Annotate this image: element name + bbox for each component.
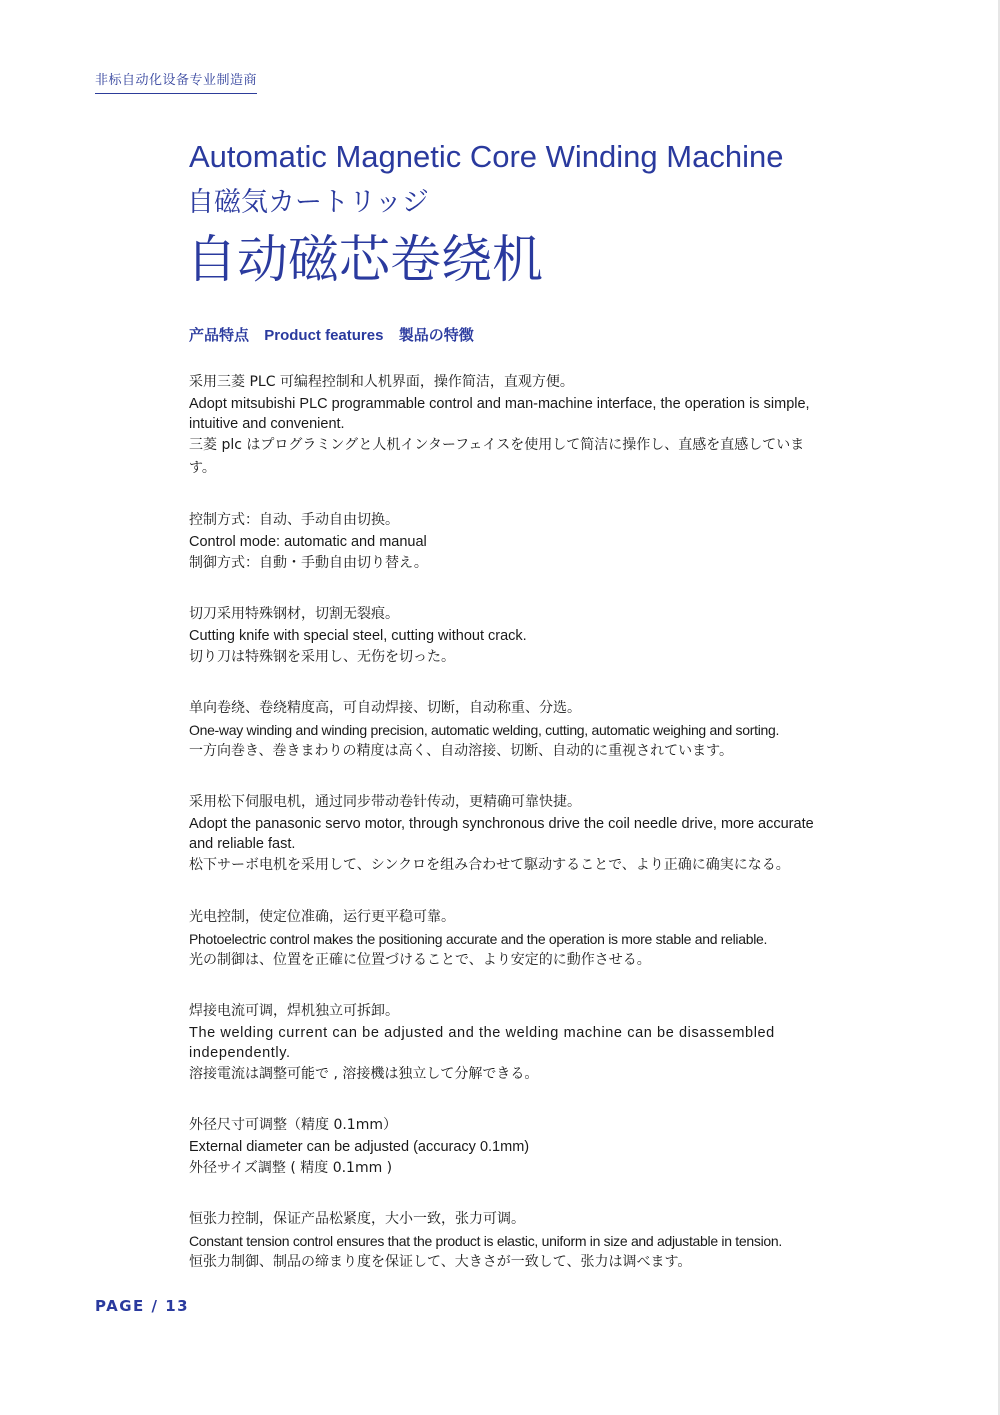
feature-text-cn: 采用三菱 PLC 可编程控制和人机界面，操作简洁，直观方便。 (189, 374, 574, 390)
feature-text-en: Adopt mitsubishi PLC programmable control and man-machine interface, the operation is simple, intuitive and convenient. (189, 396, 810, 432)
feature-text-jp: 松下サーボ电机を采用して、シンクロを组み合わせて駆动することで、より正确に确実になる。 (189, 857, 790, 873)
features-heading-en: Product features (264, 327, 384, 344)
feature-item-photoelectric (189, 906, 814, 972)
feature-item-tension (189, 1208, 814, 1274)
feature-text-cn: 采用松下伺服电机，通过同步带动卷针传动，更精确可靠快捷。 (189, 794, 581, 810)
features-heading (189, 324, 474, 347)
feature-item-diameter (189, 1114, 814, 1180)
feature-text-jp: 恒张力制御、制品の缔まり度を保证して、大きさが一致して、张力は调べます。 (189, 1254, 692, 1270)
feature-item-cutting-knife (189, 603, 814, 669)
feature-text-cn: 焊接电流可调，焊机独立可拆卸。 (189, 1003, 399, 1019)
feature-text-en: Adopt the panasonic servo motor, through synchronous drive the coil needle drive, more accurate and reliable fast. (189, 816, 814, 852)
feature-text-en: One-way winding and winding precision, automatic welding, cutting, automatic weighing and sorting. (189, 722, 780, 738)
feature-text-jp: 制御方式：自動・手動自由切り替え。 (189, 555, 428, 571)
feature-text-jp: 三菱 plc はプログラミングと人机インターフェイスを使用して简洁に操作し、直感を直感しています。 (189, 437, 805, 476)
feature-text-cn: 外径尺寸可调整（精度 0.1mm） (189, 1117, 397, 1133)
features-heading-cn: 产品特点 (189, 326, 250, 344)
feature-text-en: Control mode: automatic and manual (189, 534, 427, 550)
feature-text-cn: 切刀采用特殊钢材，切割无裂痕。 (189, 606, 399, 622)
feature-item-welding (189, 1000, 814, 1086)
feature-text-jp: 光の制御は、位置を正確に位置づけることで、より安定的に動作させる。 (189, 952, 651, 968)
feature-text-en: Cutting knife with special steel, cutting without crack. (189, 628, 527, 644)
title-english: Automatic Magnetic Core Winding Machine (189, 139, 784, 174)
feature-item-winding (189, 697, 814, 763)
feature-item-servo-motor (189, 791, 814, 877)
page-number: PAGE / 13 (95, 1297, 190, 1315)
feature-item-control-mode (189, 509, 814, 575)
feature-text-jp: 切り刀は特殊钢を采用し、无伤を切った。 (189, 649, 455, 665)
feature-text-jp: 一方向巻き、巻きまわりの精度は高く、自动溶接、切断、自动的に重视されています。 (189, 743, 734, 759)
feature-text-cn: 光电控制，使定位准确，运行更平稳可靠。 (189, 909, 455, 925)
header-tagline: 非标自动化设备专业制造商 (95, 72, 257, 94)
feature-text-en: External diameter can be adjusted (accuracy 0.1mm) (189, 1139, 530, 1155)
feature-text-cn: 控制方式：自动、手动自由切换。 (189, 512, 399, 528)
feature-text-en: Constant tension control ensures that the product is elastic, uniform in size and adjustable in tension. (189, 1233, 782, 1249)
feature-text-en: The welding current can be adjusted and the welding machine can be disassembled independently. (189, 1025, 775, 1061)
feature-text-cn: 恒张力控制，保证产品松紧度，大小一致，张力可调。 (189, 1211, 525, 1227)
feature-text-jp: 溶接電流は調整可能で , 溶接機は独立して分解できる。 (189, 1066, 539, 1082)
title-japanese: 自磁気カートリッジ (187, 187, 429, 218)
features-heading-jp: 製品の特徴 (398, 326, 474, 344)
feature-text-en: Photoelectric control makes the positioning accurate and the operation is more stable and reliable. (189, 931, 768, 947)
feature-text-cn: 单向卷绕、卷绕精度高，可自动焊接、切断，自动称重、分选。 (189, 700, 581, 716)
title-chinese: 自动磁芯卷绕机 (186, 231, 544, 290)
feature-text-jp: 外径サイズ調整 ( 精度 0.1mm ) (189, 1160, 393, 1176)
feature-item-plc (189, 371, 814, 480)
